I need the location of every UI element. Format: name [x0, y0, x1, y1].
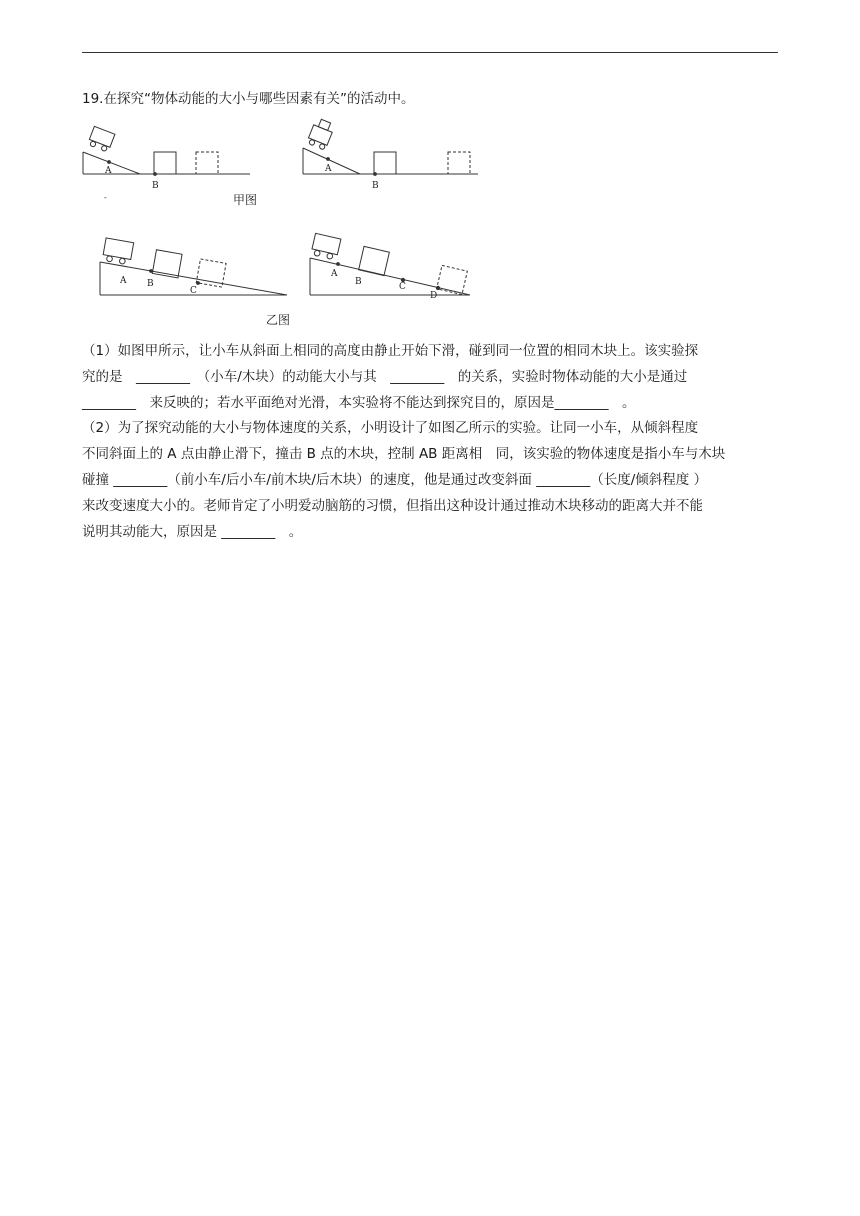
caption-yi: 乙图 [266, 313, 291, 327]
label-a-jia-right: A [325, 164, 332, 174]
part-2-line-5: 说明其动能大，原因是 ________ 。 [82, 524, 303, 540]
caption-jia: 甲图 [233, 193, 258, 207]
experiment-figures [80, 118, 500, 328]
label-b-yi-left: B [147, 279, 154, 289]
label-b-jia-right: B [372, 181, 379, 191]
question-title: 19.在探究“物体动能的大小与哪些因素有关”的活动中。 [82, 91, 415, 107]
label-a-jia-left: A [105, 166, 112, 176]
part-1 [82, 338, 782, 416]
part-2-line-3: 碰撞 ________（前小车/后小车/前木块/后木块）的速度，他是通过改变斜面 ________（长度/倾斜程度 ） [82, 472, 708, 488]
figure-svg [80, 118, 500, 328]
stray-mark: - [104, 193, 107, 202]
part-1-line-2: 究的是 ________ （小车/木块）的动能大小与其 ________ 的关系，实验时物体动能的大小是通过 [82, 369, 688, 385]
label-c-yi-right: C [399, 282, 406, 292]
part-2-line-1: （2）为了探究动能的大小与物体速度的关系，小明设计了如图乙所示的实验。让同一小车，从倾斜程度 [82, 420, 699, 436]
label-d-yi-right: D [430, 291, 438, 301]
part-2-line-4: 来改变速度大小的。老师肯定了小明爱动脑筋的习惯，但指出这种设计通过推动木块移动的距离大并不能 [82, 498, 703, 514]
fig-yi-right [310, 233, 470, 295]
label-a-yi-right: A [331, 269, 338, 279]
part-1-line-1: （1）如图甲所示，让小车从斜面上相同的高度由静止开始下滑，碰到同一位置的相同木块上。该实验探 [82, 343, 699, 359]
part-2-line-2: 不同斜面上的 A 点由静止滑下，撞击 B 点的木块，控制 AB 距离相 同，该实验的物体速度是指小车与木块 [82, 446, 726, 462]
part-1-line-3: ________ 来反映的；若水平面绝对光滑，本实验将不能达到探究目的，原因是________ 。 [82, 395, 636, 411]
header-rule [82, 52, 778, 53]
part-2 [82, 415, 782, 545]
label-b-jia-left: B [152, 181, 159, 191]
label-b-yi-right: B [355, 277, 362, 287]
label-a-yi-left: A [120, 276, 127, 286]
label-c-yi-left: C [190, 286, 197, 296]
